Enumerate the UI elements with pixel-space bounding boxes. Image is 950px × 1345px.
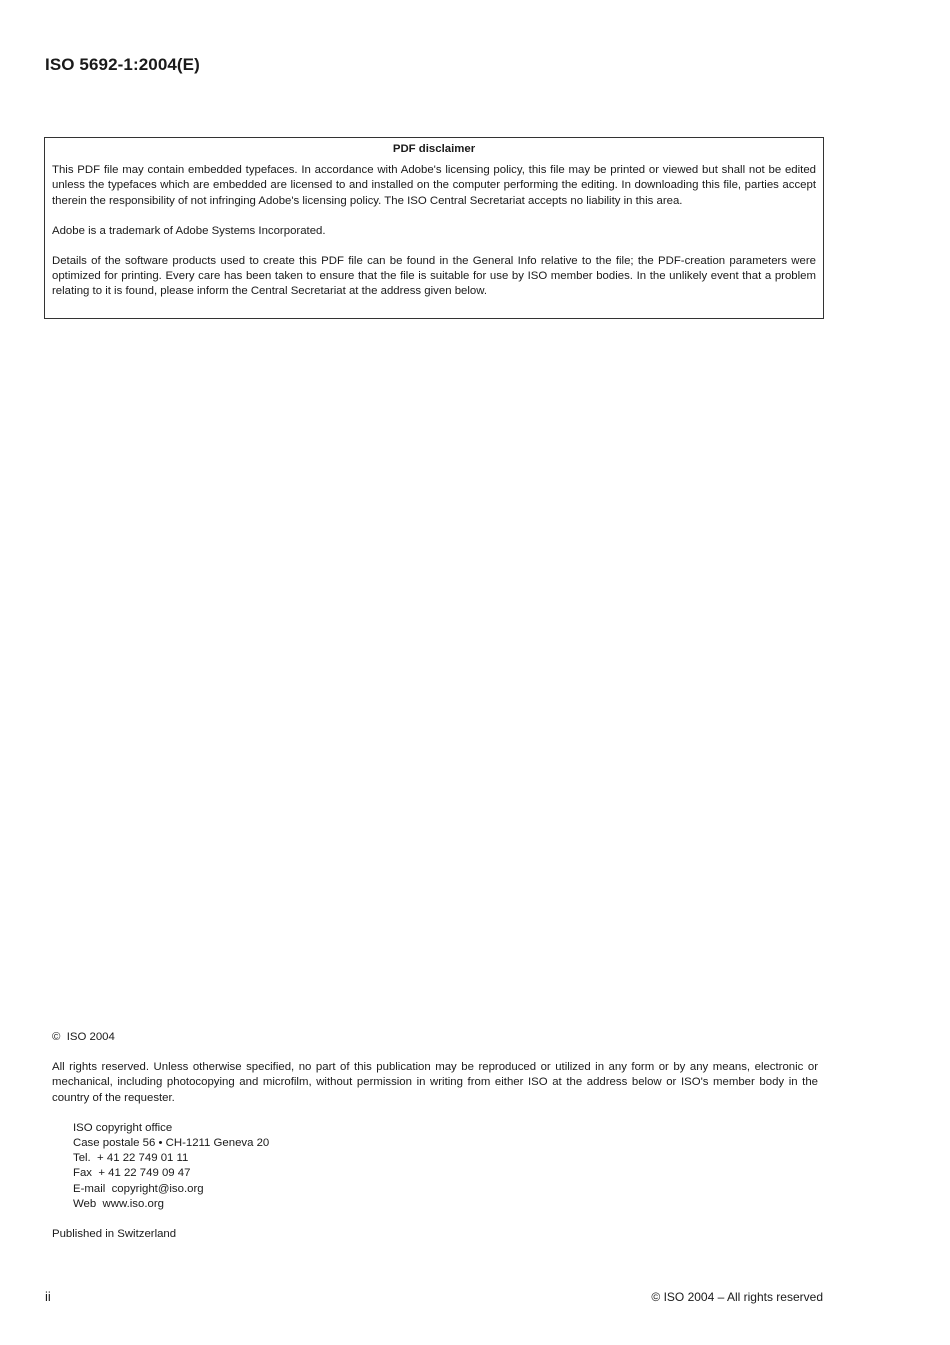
disclaimer-paragraph: Details of the software products used to create this PDF file can be found in the General Info relative to the file; the PDF-creation parameters were optimized for printing. Every care has been taken to ensure that the file is suitable for use by ISO member bodies. In the unlikely event that a problem relating to it is found, please inform the Central Secretariat at the address given below. <box>52 255 816 298</box>
disclaimer-paragraph: This PDF file may contain embedded typefaces. In accordance with Adobe's licensing policy, this file may be printed or viewed but shall not be edited unless the typefaces which are embedded are licensed to and installed on the computer performing the editing. In downloading this file, parties accept therein the responsibility of not infringing Adobe's licensing policy. The ISO Central Secretariat accepts no liability in this area. <box>52 164 816 207</box>
published-location: Published in Switzerland <box>52 1228 177 1241</box>
copyright-office-address <box>73 1121 818 1212</box>
disclaimer-paragraph: Adobe is a trademark of Adobe Systems Incorporated. <box>52 224 326 237</box>
footer-rights: © ISO 2004 – All rights reserved <box>651 1290 823 1304</box>
address-line: Case postale 56 • CH-1211 Geneva 20 <box>73 1137 270 1150</box>
address-email: E-mail copyright@iso.org <box>73 1182 204 1195</box>
address-phone: Tel. + 41 22 749 01 11 <box>73 1152 189 1165</box>
copyright-notice: © ISO 2004 <box>52 1031 115 1043</box>
address-fax: Fax + 41 22 749 09 47 <box>73 1167 191 1180</box>
document-id-header: ISO 5692-1:2004(E) <box>45 55 200 74</box>
page-number: ii <box>45 1289 51 1304</box>
copyright-section <box>52 1030 818 1257</box>
pdf-disclaimer-box <box>44 137 824 319</box>
rights-statement: All rights reserved. Unless otherwise specified, no part of this publication may be reproduced or utilized in any form or by any means, electronic or mechanical, including photocopying and microfilm, without permission in writing from either ISO at the address below or ISO's member body in the country of the requester. <box>52 1061 818 1104</box>
disclaimer-title: PDF disclaimer <box>392 143 476 155</box>
address-line: ISO copyright office <box>73 1121 173 1134</box>
address-web: Web www.iso.org <box>73 1197 164 1210</box>
